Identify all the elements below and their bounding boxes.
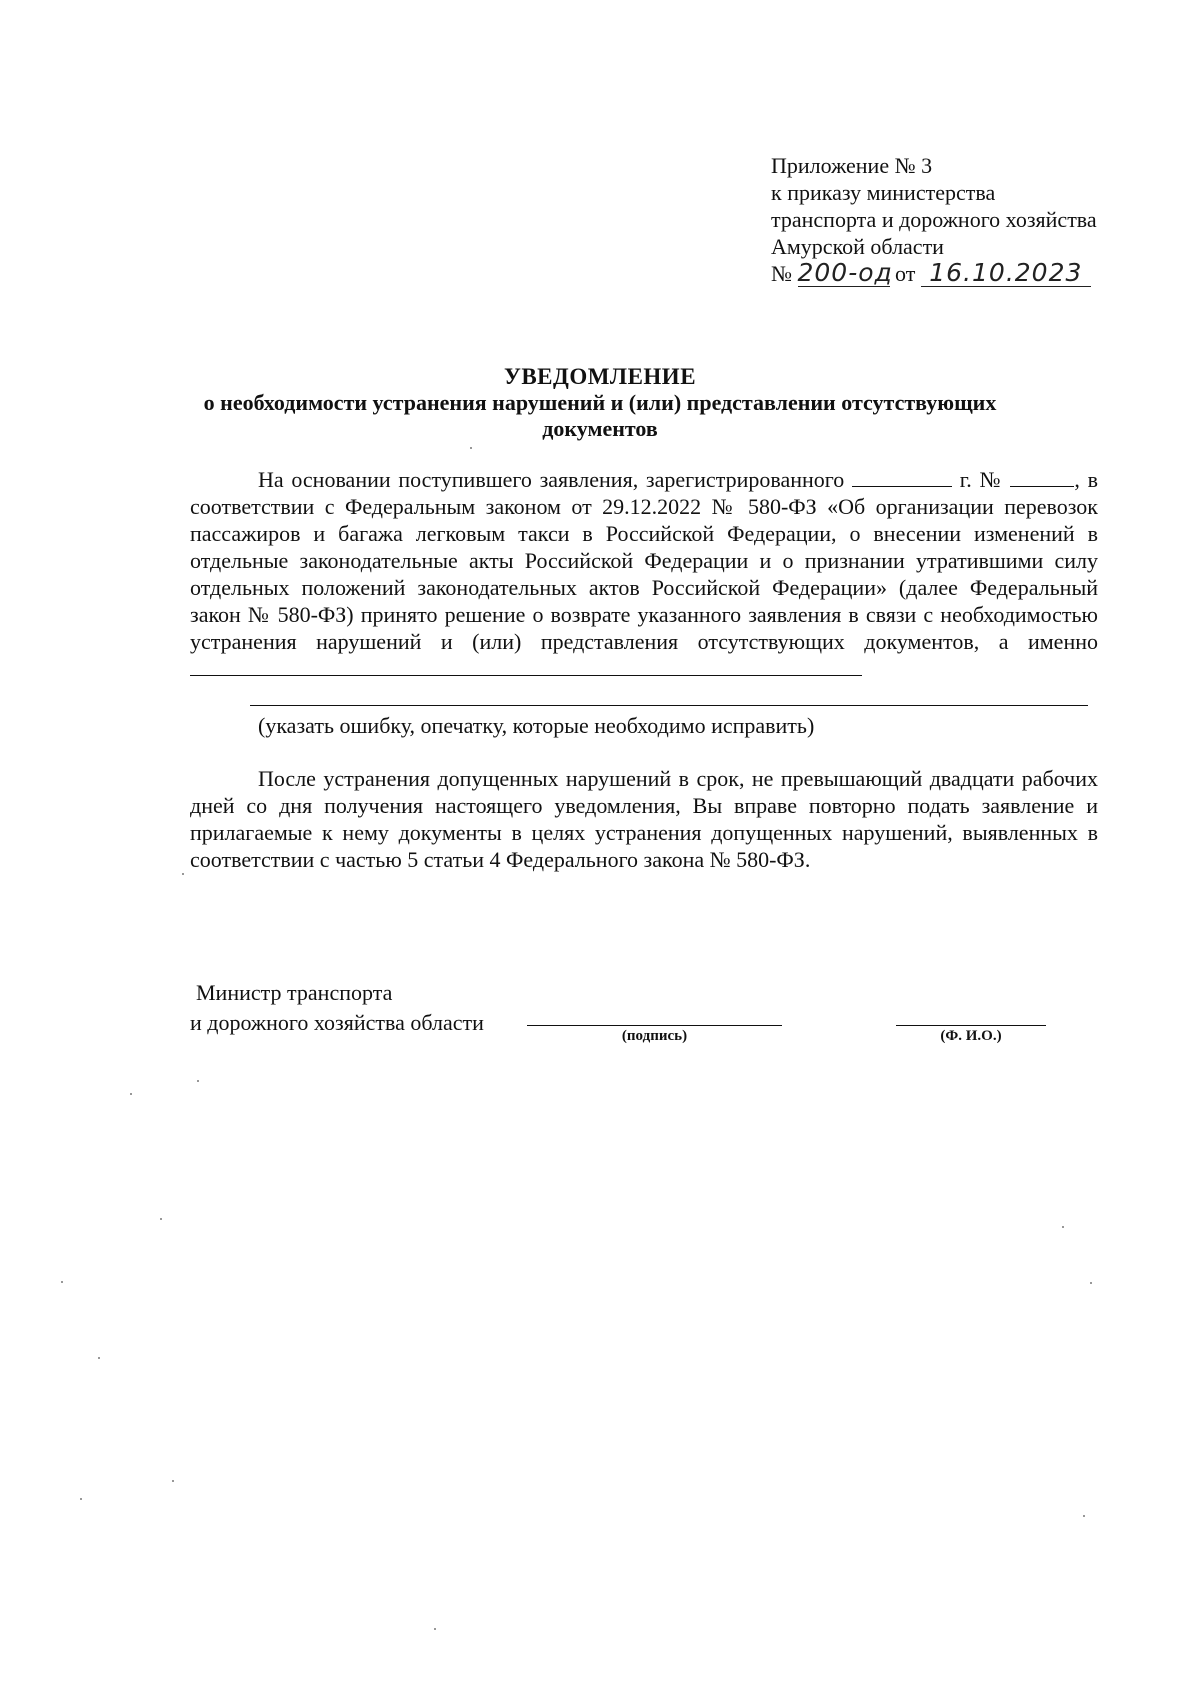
- signatory-role-line-2: и дорожного хозяйства области: [190, 1010, 484, 1035]
- order-number-line: [771, 260, 1097, 287]
- signature-line: [527, 1025, 782, 1026]
- scan-speck: [1083, 1515, 1085, 1517]
- appendix-header: [771, 152, 1097, 287]
- paragraph-2-text: После устранения допущенных нарушений в срок, не превышающий двадцати рабочих дней со дня получения настоящего уведомления, Вы вправе повторно подать заявление и прилагаемые к нему документы в целях устранения допущенных нарушений, выявленных в соответствии с частью 5 статьи 4 Федерального закона № 580-ФЗ.: [190, 766, 1098, 872]
- registration-date-blank: [852, 466, 952, 487]
- scan-speck: [1062, 1226, 1064, 1228]
- scan-speck: [80, 1498, 82, 1500]
- signature-caption: (подпись): [621, 1028, 688, 1044]
- document-subtitle-line-2: документов: [542, 416, 658, 441]
- paragraph-1-start: На основании поступившего заявления, зарегистрированного: [258, 467, 845, 492]
- name-caption: (Ф. И.О.): [940, 1028, 1002, 1044]
- scan-speck: [1090, 1282, 1092, 1284]
- signatory-role-line-1: Министр транспорта: [196, 980, 393, 1005]
- appendix-line-1: Приложение № 3: [771, 153, 933, 178]
- violation-details-blank: [190, 655, 862, 676]
- appendix-line-3: транспорта и дорожного хозяйства: [771, 207, 1097, 232]
- registration-number-blank: [1010, 466, 1074, 487]
- scan-speck: [172, 1480, 174, 1482]
- order-date-handwritten: 16.10.2023: [921, 260, 1091, 287]
- document-title: УВЕДОМЛЕНИЕ: [503, 364, 697, 389]
- scan-speck: [61, 1281, 63, 1283]
- scan-speck: [470, 447, 472, 449]
- appendix-line-4: Амурской области: [771, 234, 944, 259]
- violation-details-hint: (указать ошибку, опечатку, которые необходимо исправить): [258, 713, 815, 738]
- order-date-prefix: от: [895, 261, 916, 286]
- document-subtitle-line-1: о необходимости устранения нарушений и (или) представлении отсутствующих: [203, 390, 997, 415]
- appendix-line-2: к приказу министерства: [771, 180, 996, 205]
- name-line: [896, 1025, 1046, 1026]
- scan-speck: [197, 1080, 199, 1082]
- scan-speck: [98, 1357, 100, 1359]
- notice-paragraph-1: [190, 466, 1098, 682]
- signatory-role: [190, 978, 484, 1038]
- order-number-handwritten: 200-од: [797, 258, 893, 287]
- document-title-block: [150, 364, 1050, 442]
- paragraph-1-year-suffix: г. №: [959, 467, 1003, 492]
- order-number-prefix: №: [771, 261, 792, 286]
- notice-paragraph-2: [190, 765, 1098, 873]
- scan-speck: [160, 1218, 162, 1220]
- scan-speck: [130, 1093, 132, 1095]
- scan-speck: [182, 873, 184, 875]
- scan-speck: [434, 1628, 436, 1630]
- violation-details-blank-line-2: [250, 705, 1088, 706]
- paragraph-1-rest: , в соответствии с Федеральным законом от 29.12.2022 № 580-ФЗ «Об организации перевозок пассажиров и багажа легковым такси в Российской Федерации, о внесении изменений в отдельные законодательные акты Российской Федерации и о признании утратившими силу отдельных положений законодательных актов Российской Федерации» (далее Федеральный закон № 580-ФЗ) принято решение о возврате указанного заявления в связи с необходимостью устранения нарушений и (или) представления отсутствующих документов, а именно: [190, 467, 1099, 654]
